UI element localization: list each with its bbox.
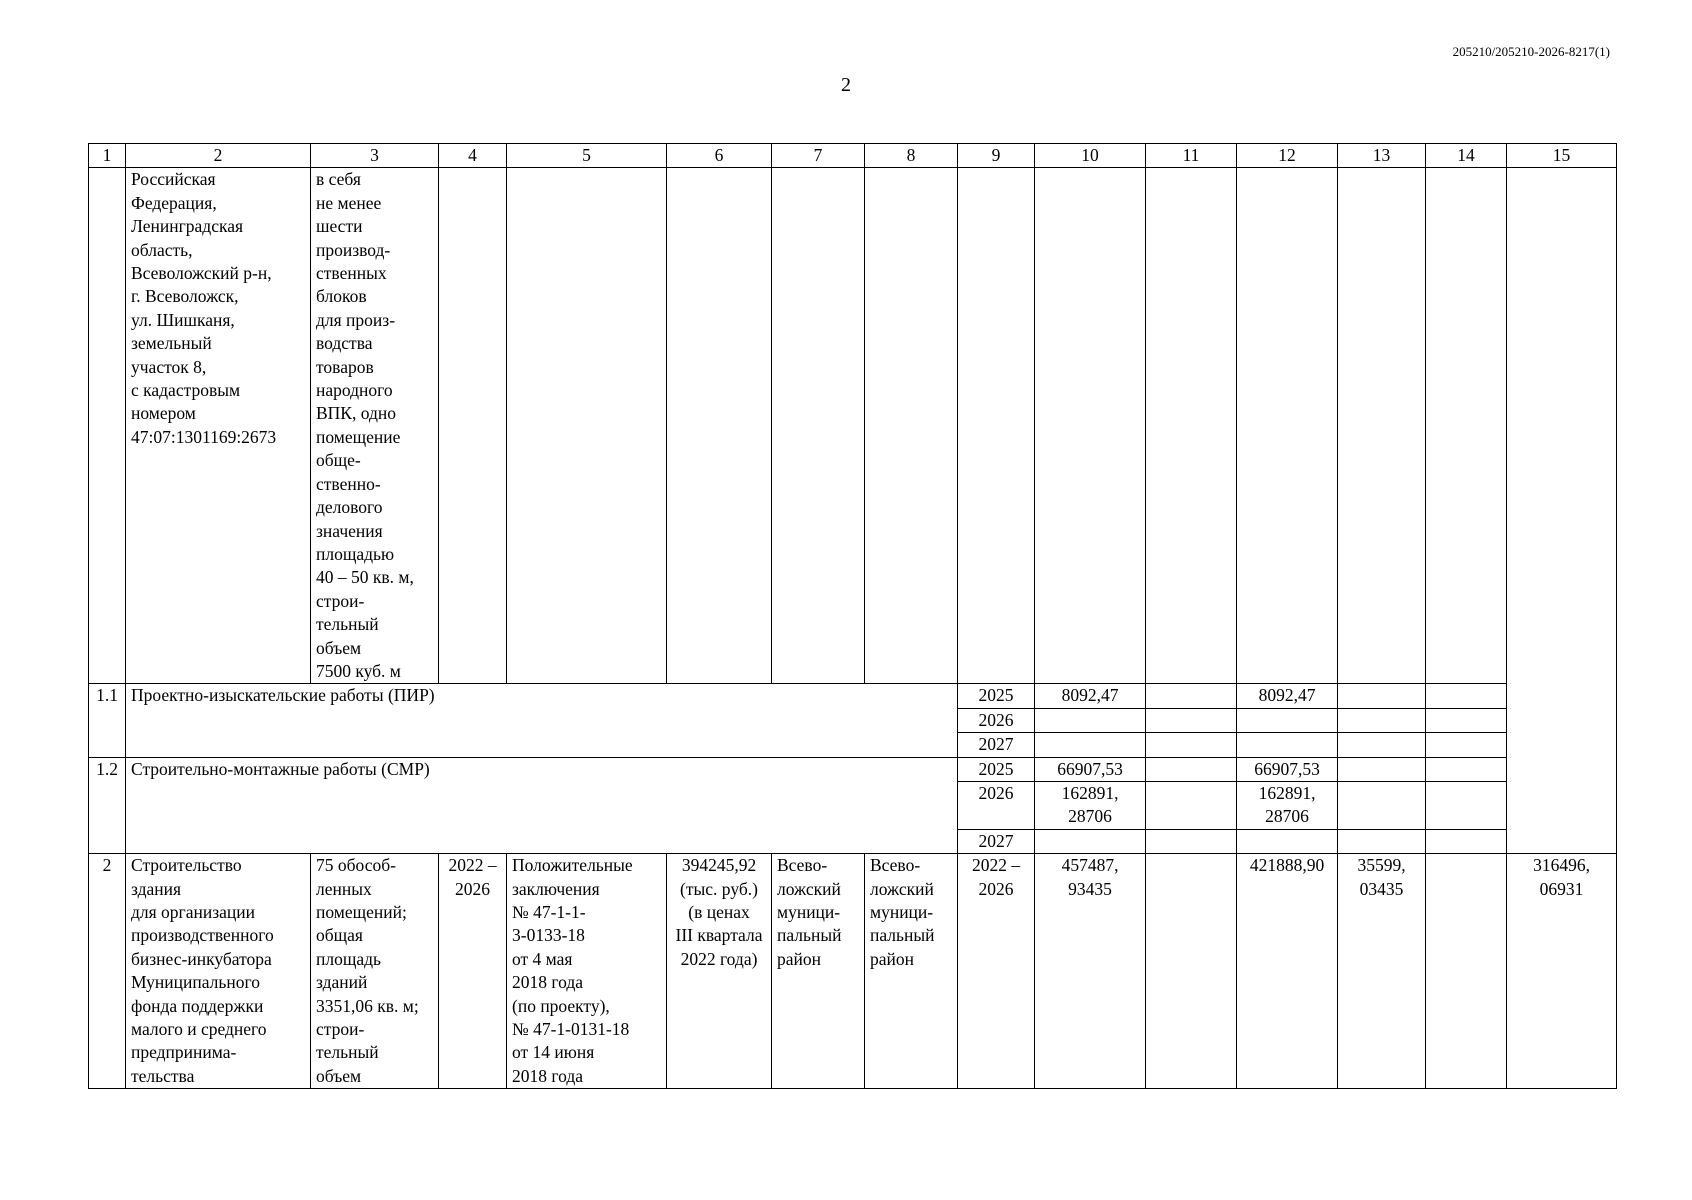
amount-cell [1035,733,1146,757]
column-number: 13 [1338,144,1426,168]
row-label: Проектно-изыскательские работы (ПИР) [126,684,958,757]
row-number: 1.2 [89,757,126,854]
column-number: 8 [865,144,958,168]
column-number: 11 [1146,144,1237,168]
location: Всево- ложский муници- пальный район [865,854,958,1089]
row-number: 2 [89,854,126,1089]
year-cell: 2027 [958,733,1035,757]
year-cell: 2026 [958,708,1035,732]
object-address: Российская Федерация, Ленинградская область, Всеволожский р-н, г. Всеволожск, ул. Шишканя, земельный участок 8, с кадастровым номером 47:07:1301169:2673 [126,168,311,684]
year-cell: 2025 [958,757,1035,781]
amount-cell: 457487, 93435 [1035,854,1146,1089]
amount-cell: 66907,53 [1237,757,1338,781]
table-row [89,854,1617,1089]
column-number: 4 [439,144,507,168]
column-number: 5 [507,144,667,168]
amount-cell: 316496, 06931 [1507,854,1617,1089]
amount-cell: 162891, 28706 [1237,781,1338,829]
amount-cell [1237,708,1338,732]
column-number-row [89,144,1617,168]
column-number: 12 [1237,144,1338,168]
register-table [88,143,1617,1089]
column-number: 3 [311,144,439,168]
column-number: 14 [1426,144,1507,168]
construction-period: 2022 – 2026 [439,854,507,1089]
object-capacity: 75 обособ- ленных помещений; общая площадь зданий 3351,06 кв. м; строи- тельный объем [311,854,439,1089]
year-cell: 2025 [958,684,1035,708]
object-capacity: в себя не менее шести производ- ственных блоков для произ- водства товаров народного ВПК, одно помещение обще- ственно- делового значения площадью 40 – 50 кв. м, строи- тельный объем 7500 куб. м [311,168,439,684]
column-number: 7 [772,144,865,168]
row-label: Строительно-монтажные работы (СМР) [126,757,958,854]
column-number: 6 [667,144,772,168]
amount-cell [1035,829,1146,853]
amount-cell: 421888,90 [1237,854,1338,1089]
year-cell: 2026 [958,781,1035,829]
amount-cell: 66907,53 [1035,757,1146,781]
amount-cell [1426,854,1507,1089]
amount-cell: 8092,47 [1237,684,1338,708]
document-id: 205210/205210-2026-8217(1) [1452,44,1610,59]
table-row [89,757,1617,781]
expert-conclusions: Положительные заключения № 47-1-1- 3-0133-18 от 4 мая 2018 года (по проекту), № 47-1-0131-18 от 14 июня 2018 года [507,854,667,1089]
amount-cell [1237,733,1338,757]
amount-cell [1237,829,1338,853]
customer: Всево- ложский муници- пальный район [772,854,865,1089]
table-row [89,684,1617,708]
amount-cell [1035,708,1146,732]
year-cell: 2027 [958,829,1035,853]
table-row [89,168,1617,684]
page-number: 2 [841,74,851,96]
column-number: 2 [126,144,311,168]
amount-cell [1146,854,1237,1089]
amount-cell: 8092,47 [1035,684,1146,708]
amount-cell: 162891, 28706 [1035,781,1146,829]
column-number: 10 [1035,144,1146,168]
estimated-cost: 394245,92 (тыс. руб.) (в ценах III квартала 2022 года) [667,854,772,1089]
object-name: Строительство здания для организации производственного бизнес-инкубатора Муниципального фонда поддержки малого и среднего предпринима- тельства [126,854,311,1089]
column-15-cell [1507,168,1617,854]
amount-cell: 35599, 03435 [1338,854,1426,1089]
column-number: 9 [958,144,1035,168]
row-number: 1.1 [89,684,126,757]
financing-period: 2022 – 2026 [958,854,1035,1089]
column-number: 15 [1507,144,1617,168]
column-number: 1 [89,144,126,168]
